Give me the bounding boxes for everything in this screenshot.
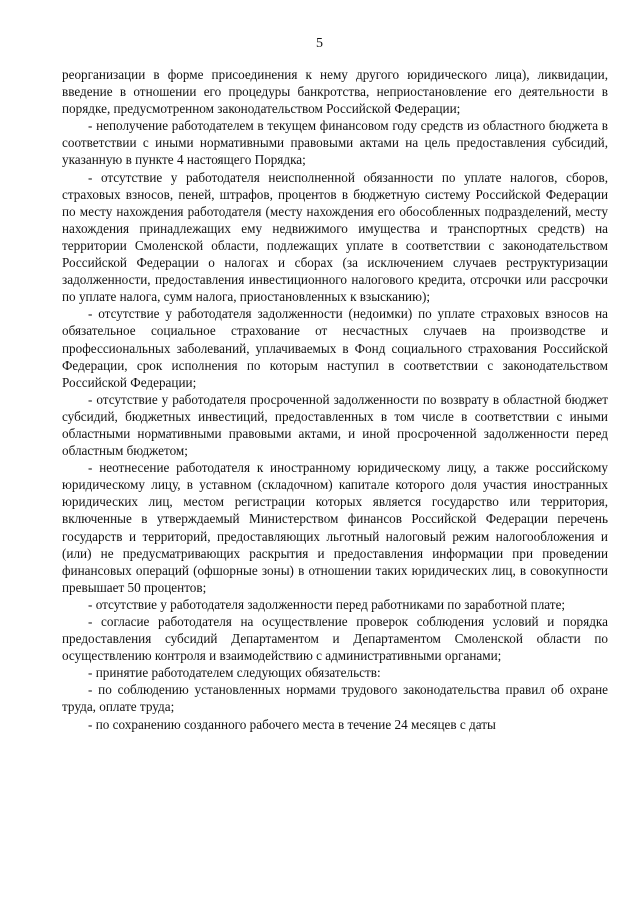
paragraph-labor-safety: - по соблюдению установленных нормами трудового законодательства правил об охране труда, оплате труда; (62, 682, 608, 715)
paragraph-no-tax-obligations: - отсутствие у работодателя неисполненной обязанности по уплате налогов, сборов, страховых взносов, пеней, штрафов, процентов в бюджетную систему Российской Федерации по месту нахождения работодателя (месту нахождения его обособленных подразделений, месту нахождения принадлежащих ему недвижимого имущества и транспортных средств) на территории Смоленской области, подлежащих уплате в соответствии с законодательством Российской Федерации о налогах и сборах (за исключением случаев реструктуризации задолженности, предоставления инвестиционного налогового кредита, отсрочки или рассрочки по уплате налога, сумм налога, приостановленных к взысканию); (62, 169, 608, 305)
paragraph-job-retention: - по сохранению созданного рабочего места в течение 24 месяцев с даты (88, 716, 496, 732)
paragraph-reorganization: реорганизации в форме присоединения к нему другого юридического лица), ликвидации, введение в отношении его процедуры банкротства, неприостановление его деятельности в порядке, предусмотренном законодательством Российской Федерации; (62, 67, 608, 117)
paragraph-no-insurance-arrears: - отсутствие у работодателя задолженности (недоимки) по уплате страховых взносов на обязательное социальное страхование от несчастных случаев на производстве и профессиональных заболеваний, уплачиваемых в Фонд социального страхования Российской Федерации, срок исполнения по которым наступил в соответствии с законодательством Российской Федерации; (62, 306, 608, 390)
paragraph-not-foreign-entity: - неотнесение работодателя к иностранному юридическому лицу, а также российскому юридическому лицу, в уставном (складочном) капитале которого доля участия иностранных юридических лиц, местом регистрации которых является государство или территория, включенные в утверждаемый Министерством финансов Российской Федерации перечень государств и территорий, предоставляющих льготный налоговый режим налогообложения и (или) не предусматривающих раскрытия и предоставления информации при проведении финансовых операций (офшорные зоны) в отношении таких юридических лиц, в совокупности превышает 50 процентов; (62, 460, 608, 595)
paragraph-no-wage-arrears: - отсутствие у работодателя задолженности перед работниками по заработной плате; (88, 596, 566, 612)
document-body (62, 66, 608, 733)
paragraph-obligations-intro: - принятие работодателем следующих обязательств: (88, 665, 381, 681)
paragraph-no-overdue-debt: - отсутствие у работодателя просроченной задолженности по возврату в областной бюджет субсидий, бюджетных инвестиций, предоставленных в том числе в соответствии с иными областными нормативными правовыми актами, и иной просроченной задолженности перед областным бюджетом; (62, 391, 608, 459)
paragraph-consent-to-inspections: - согласие работодателя на осуществление проверок соблюдения условий и порядка предоставления субсидий Департаментом и Департаментом Смоленской области по осуществлению контроля и взаимодействию с административными органами; (62, 614, 608, 664)
page-number: 5 (316, 36, 323, 51)
paragraph-no-budget-funds: - неполучение работодателем в текущем финансовом году средств из областного бюджета в соответствии с иными нормативными правовыми актами на цель предоставления субсидий, указанную в пункте 4 настоящего Порядка; (62, 118, 608, 168)
